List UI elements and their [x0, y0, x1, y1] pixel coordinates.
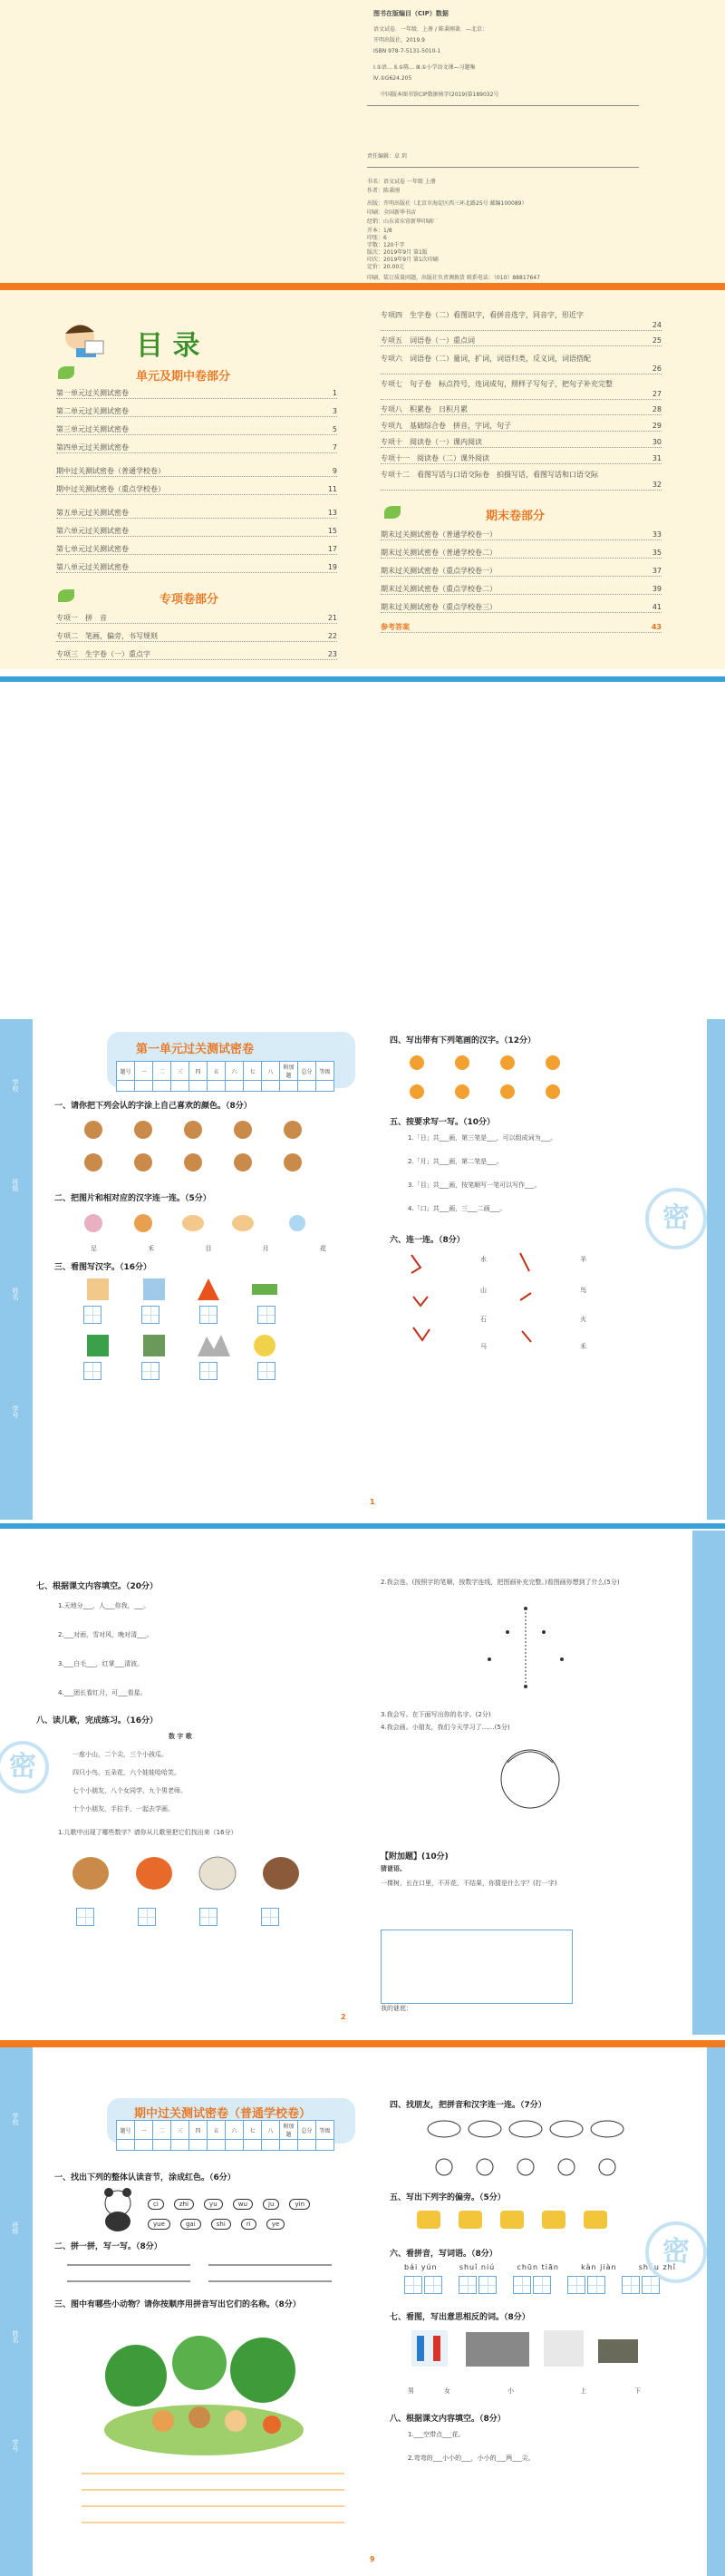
secret-stamp: 密 — [645, 1188, 707, 1249]
score-cell[interactable] — [153, 1081, 171, 1092]
toc-row[interactable] — [381, 470, 662, 491]
binding-strip-right — [707, 1019, 725, 1520]
question-1: 一、找出下列的整体认读音节，涂成红色。（6分） — [54, 2173, 236, 2182]
cip-line-1: 开明出版社，2019.9 — [373, 37, 425, 44]
radical-icons — [417, 2207, 634, 2234]
toc-row-page: 24 — [652, 321, 662, 329]
binding-strip — [0, 2047, 33, 2576]
score-table — [116, 1061, 334, 1092]
score-header: 等级 — [316, 2121, 334, 2140]
question-6: 六、看拼音，写词语。（8分） — [390, 2250, 498, 2259]
toc-row[interactable] — [381, 379, 662, 400]
cloud-flower-matching[interactable] — [426, 2116, 634, 2180]
section-head-final: 期末卷部分 — [486, 510, 546, 523]
word[interactable]: 山 — [480, 1287, 487, 1294]
toc-row-label: 第三单元过关测试密卷 — [56, 425, 129, 433]
binding-strip-right — [707, 2047, 725, 2576]
dot-connect-figure[interactable] — [471, 1605, 580, 1696]
toc-row[interactable] — [381, 421, 662, 432]
cip-line-5: 中国版本图书馆CIP数据核字(2019)第189032号 — [381, 92, 499, 98]
toc-row-label: 第六单元过关测试密卷 — [56, 527, 129, 535]
toc-row[interactable] — [381, 453, 662, 464]
right-line: 2.我会连。(按照字的笔顺，按数字连线，把图画补充完整。)看图画你想到了什么(5分) — [381, 1579, 620, 1586]
side-label: 学号 — [12, 1405, 19, 1418]
toc-row-label: 专项九 基础综合卷 拼音，字词，句子 — [381, 422, 511, 430]
toc-row-label: 期末过关测试密卷（普通学校卷二） — [381, 549, 497, 557]
page-divider-bar — [0, 1523, 725, 1529]
toc-row[interactable] — [381, 622, 662, 633]
toc-page — [0, 290, 725, 669]
toc-row-page: 41 — [652, 603, 662, 611]
syllable[interactable]: ye — [266, 2219, 285, 2230]
extra-title: 【附加题】(10分) — [381, 1852, 449, 1862]
toc-row[interactable] — [56, 484, 337, 495]
toc-row[interactable] — [56, 544, 337, 555]
toc-row-page: 15 — [327, 527, 337, 535]
bear-characters-grid[interactable] — [80, 1117, 343, 1181]
detail-4: 经销：山东省东营新华印刷厂 — [367, 219, 439, 225]
toc-row-label: 期中过关测试密卷（普通学校卷） — [56, 467, 165, 475]
syllable[interactable]: yin — [289, 2199, 310, 2210]
toc-row-label: 第八单元过关测试密卷 — [56, 563, 129, 571]
q5-line[interactable]: 2.「月」共___画，第二笔是___。 — [408, 1158, 503, 1165]
detail-9: 印次：2019年9月 第1次印刷 — [367, 257, 439, 263]
q6-pinyin — [404, 2263, 676, 2271]
q7-line[interactable]: 1.天地分___，人___你我，___。 — [58, 1602, 150, 1609]
question-7: 七、根据课文内容填空。（20分） — [36, 1582, 159, 1591]
writing-boxes[interactable] — [83, 1362, 319, 1384]
word[interactable]: 火 — [580, 1316, 586, 1323]
toc-row-label: 专项八 积累卷 日积月累 — [381, 405, 468, 413]
toc-row-page: 31 — [652, 454, 662, 462]
word: 上 — [580, 2387, 586, 2395]
pinyin: bái yún — [404, 2263, 438, 2271]
toc-row-label: 第一单元过关测试密卷 — [56, 389, 129, 397]
syllable-bubbles[interactable] — [145, 2212, 362, 2230]
right-line: 3.我会写。在下面写出你的名字。(2分) — [381, 1711, 491, 1718]
q7-line[interactable]: 2.___对雨，雪对风，晚对清___。 — [58, 1631, 153, 1638]
score-header: 一 — [135, 2121, 153, 2140]
toc-row-label: 参考答案 — [381, 623, 410, 631]
toc-row[interactable] — [381, 548, 662, 559]
score-cell[interactable] — [135, 1081, 153, 1092]
poem-line: 一座小山，二个尖，三个小孩瓜。 — [72, 1751, 168, 1758]
poem-title: 数 字 歌 — [169, 1733, 192, 1740]
question-3: 三、看图写汉字。（16分） — [54, 1263, 152, 1272]
side-label: 学校 — [12, 2113, 19, 2125]
toc-row[interactable] — [56, 631, 337, 642]
score-header: 附加题 — [280, 1062, 298, 1081]
cip-line-3: Ⅰ.①语… Ⅱ.①陈… Ⅲ.①小学语文课—习题集 — [373, 64, 476, 71]
word[interactable]: 水 — [480, 1256, 487, 1263]
toc-row-label: 期末过关测试密卷（重点学校卷一） — [381, 567, 497, 575]
panda-icon — [100, 2187, 136, 2232]
page-divider-bar — [0, 2040, 725, 2047]
score-header: 总分 — [298, 2121, 316, 2140]
score-table — [116, 2120, 334, 2151]
writing-boxes[interactable] — [83, 1306, 319, 1327]
toc-row-page: 21 — [327, 614, 337, 622]
syllable[interactable]: ri — [241, 2219, 256, 2230]
extra-sub: 猜谜语。 — [381, 1865, 406, 1872]
toc-row-page: 25 — [652, 336, 662, 345]
score-cell[interactable] — [153, 2140, 171, 2151]
forest-animals-picture — [100, 2330, 308, 2457]
word[interactable]: 禾 — [148, 1245, 155, 1252]
q6-words — [480, 1255, 634, 1355]
syllable[interactable]: yu — [204, 2199, 223, 2210]
toc-title: 目 录 — [136, 330, 200, 362]
word[interactable]: 鸟 — [580, 1287, 586, 1294]
section-head-special: 专项卷部分 — [160, 593, 219, 607]
toc-row[interactable] — [56, 442, 337, 453]
q8-line[interactable]: 2.弯弯的___小小的___，小小的___两___尖。 — [408, 2454, 535, 2462]
score-cell[interactable] — [298, 1081, 316, 1092]
toc-row-label: 专项七 句子卷 标点符号，连词成句，照样子写句子，把句子补充完整 — [381, 380, 613, 388]
score-header: 总分 — [298, 1062, 316, 1081]
word[interactable]: 花 — [320, 1245, 326, 1252]
toc-row-label: 期末过关测试密卷（重点学校卷二） — [381, 585, 497, 593]
question-4: 四、写出带有下列笔画的汉字。（12分） — [390, 1036, 536, 1045]
toc-row-page: 17 — [327, 545, 337, 553]
score-cell[interactable] — [189, 1081, 208, 1092]
question-1: 一、请你把下列会认的字涂上自己喜欢的颜色。（8分） — [54, 1102, 252, 1111]
score-cell[interactable] — [316, 1081, 334, 1092]
question-2: 二、把图片和相对应的汉字连一连。（5分） — [54, 1194, 211, 1203]
poem-line: 四只小鸟，五朵花，六个娃娃哈哈笑。 — [72, 1769, 180, 1776]
leaf-icon — [58, 366, 74, 379]
leaf-icon — [58, 589, 74, 602]
score-cell[interactable] — [208, 2140, 226, 2151]
q5-line[interactable]: 3.「目」共___画，按笔顺写一笔可以写作___。 — [408, 1181, 541, 1189]
score-cell[interactable] — [280, 1081, 298, 1092]
detail-10: 定价：20.00元 — [367, 264, 405, 270]
question-6: 六、连一连。（8分） — [390, 1236, 465, 1245]
writing-boxes[interactable] — [76, 1908, 339, 1930]
side-label: 姓名 — [12, 2330, 19, 2343]
score-cell[interactable] — [244, 1081, 262, 1092]
toc-row-page: 30 — [652, 438, 662, 446]
syllable[interactable]: yue — [148, 2219, 170, 2230]
pinyin-spelling-lines[interactable] — [63, 2256, 335, 2289]
binding-strip — [692, 1531, 725, 2035]
page-number: 1 — [370, 1498, 375, 1506]
score-header: 一 — [135, 1062, 153, 1081]
score-cell[interactable] — [262, 2140, 280, 2151]
syllable[interactable]: zhi — [174, 2199, 194, 2210]
toc-row[interactable] — [381, 404, 662, 415]
divider — [367, 167, 639, 168]
toc-row[interactable] — [381, 530, 662, 540]
q7-line[interactable]: 3.___白毛___，红掌___清波。 — [58, 1660, 144, 1667]
toc-row-label: 专项十 阅读卷（一）课内阅读 — [381, 438, 482, 446]
page-number: 9 — [370, 2555, 375, 2563]
score-header: 三 — [171, 2121, 189, 2140]
score-header: 附加题 — [280, 2121, 298, 2140]
side-label: 班级 — [12, 1179, 19, 1191]
score-header: 等级 — [316, 1062, 334, 1081]
toc-row[interactable] — [381, 354, 662, 374]
toc-row[interactable] — [381, 584, 662, 595]
secret-stamp: 密 — [0, 1741, 49, 1793]
stroke-icons — [408, 1052, 589, 1106]
question-8: 八、根据课文内容填空。（8分） — [390, 2415, 506, 2424]
pinyin: chūn tiān — [517, 2263, 559, 2271]
binding-strip — [0, 1019, 33, 1520]
word: 下 — [634, 2387, 641, 2395]
toc-row-page: 39 — [652, 585, 662, 593]
q8-line[interactable]: 1.___空带点___花。 — [408, 2431, 465, 2438]
toc-row-page: 3 — [332, 407, 337, 415]
toc-row-page: 29 — [652, 422, 662, 430]
writing-boxes[interactable] — [404, 2276, 685, 2298]
pinyin: shuǐ niú — [459, 2263, 496, 2271]
extra-text: 一棵树，长在口里，不开花，不结果，你猜是什么字？(打一字) — [381, 1880, 557, 1887]
score-cell[interactable] — [316, 2140, 334, 2151]
score-header: 二 — [153, 2121, 171, 2140]
syllable-bubbles[interactable] — [145, 2192, 362, 2210]
answer-label: 我的谜底： — [381, 2005, 412, 2012]
score-cell[interactable] — [208, 1081, 226, 1092]
toc-row-page: 35 — [652, 549, 662, 557]
toc-row-label: 第七单元过关测试密卷 — [56, 545, 129, 553]
score-cell[interactable] — [226, 2140, 244, 2151]
score-cell[interactable] — [117, 1081, 135, 1092]
toc-row-page: 32 — [652, 481, 662, 489]
colophon-footer: 印刷、装订质量问题，出版社负责调换货 联系电话：（010）88817647 — [367, 275, 540, 281]
detail-8: 版次：2019年9月 第1版 — [367, 249, 428, 256]
detail-1: 作者：陈秉刚 — [367, 188, 401, 194]
side-label: 学号 — [12, 2439, 19, 2452]
q5-line[interactable]: 4.「口」共___画，三___二画___。 — [408, 1205, 507, 1212]
toc-row-page: 43 — [651, 623, 662, 631]
score-cell[interactable] — [298, 2140, 316, 2151]
score-cell[interactable] — [117, 2140, 135, 2151]
toc-row-label: 专项五 词语卷（一）重点词 — [381, 336, 475, 345]
score-header: 五 — [208, 1062, 226, 1081]
animal-pictures — [63, 1846, 326, 1900]
q7-line[interactable]: 4.___团长看红月，可___看星。 — [58, 1689, 147, 1696]
poem-line: 七个小朋友，八个女同学，九个男老师。 — [72, 1787, 187, 1794]
page-number: 2 — [341, 2013, 346, 2021]
toc-row-label: 期末过关测试密卷（普通学校卷一） — [381, 530, 497, 539]
toc-row-page: 5 — [332, 425, 337, 433]
toc-row-page: 7 — [332, 443, 337, 452]
detail-7: 字数：120千字 — [367, 242, 405, 248]
toc-row[interactable] — [56, 508, 337, 519]
toc-row[interactable] — [56, 649, 337, 660]
toc-row-label: 第四单元过关测试密卷 — [56, 443, 129, 452]
score-header: 八 — [262, 2121, 280, 2140]
q2-words — [91, 1244, 326, 1253]
score-cell[interactable] — [262, 1081, 280, 1092]
poem-line: 十个小朋友，手拉手，一起去学画。 — [72, 1805, 174, 1813]
picture-row — [80, 1210, 315, 1237]
toc-row-label: 专项十二 看图写话与口语交际卷 拍摄写话，看图写话和口语交际 — [381, 471, 598, 479]
toc-row-page: 22 — [327, 632, 337, 640]
pinyin: kàn jiàn — [581, 2263, 617, 2271]
word[interactable]: 月 — [262, 1245, 269, 1252]
syllable[interactable]: wu — [233, 2199, 253, 2210]
q7-words[interactable] — [408, 2386, 652, 2405]
toc-row-label: 期中过关测试密卷（重点学校卷） — [56, 485, 165, 493]
toc-row-page: 23 — [327, 650, 337, 658]
score-header: 四 — [189, 2121, 208, 2140]
opposites-pictures — [408, 2327, 643, 2372]
score-cell[interactable] — [135, 2140, 153, 2151]
question-3: 三、图中有哪些小动物？请你按顺序用拼音写出它们的名称。（8分） — [54, 2300, 301, 2309]
toc-row-page: 9 — [332, 467, 337, 475]
toc-row[interactable] — [56, 526, 337, 537]
syllable[interactable]: shi — [211, 2219, 231, 2230]
score-header: 题号 — [117, 2121, 135, 2140]
colophon-page — [0, 0, 725, 283]
score-cell[interactable] — [280, 2140, 298, 2151]
toc-row-page: 26 — [652, 365, 662, 373]
word[interactable]: 马 — [480, 1343, 487, 1350]
cip-line-0: 语文试卷．一年级．上册 / 陈秉刚著．—北京： — [373, 26, 488, 33]
word: 男 — [408, 2387, 414, 2395]
answer-box[interactable] — [381, 1930, 573, 2004]
question-5: 五、写出下列字的偏旁。（5分） — [390, 2193, 506, 2202]
score-cell[interactable] — [171, 2140, 189, 2151]
question-4: 四、找朋友，把拼音和汉字连一连。（7分） — [390, 2101, 546, 2110]
test-title: 第一单元过关测试密卷 — [136, 1043, 255, 1056]
question-2: 二、拼一拼，写一写。（8分） — [54, 2242, 162, 2251]
right-line: 4.我会画。小朋友，我们今天学习了……(5分) — [381, 1724, 510, 1731]
toc-row[interactable] — [56, 613, 337, 624]
editor-line: 责任编辑：卓 玥 — [367, 153, 407, 160]
score-header: 七 — [244, 2121, 262, 2140]
score-header: 八 — [262, 1062, 280, 1081]
toc-row[interactable] — [381, 310, 662, 331]
toc-row-label: 专项一 拼 音 — [56, 614, 107, 622]
secret-stamp: 密 — [645, 2221, 707, 2283]
word: 女 — [444, 2387, 450, 2395]
toc-row-label: 第五单元过关测试密卷 — [56, 509, 129, 517]
q5-line[interactable]: 1.「日」共___画，第三笔是___，可以组成词为___。 — [408, 1134, 557, 1142]
pinyin: shǒu zhǐ — [638, 2263, 676, 2271]
toc-row-page: 37 — [652, 567, 662, 575]
answer-lines[interactable] — [82, 2464, 344, 2537]
face-drawing[interactable] — [489, 1741, 571, 1813]
score-cell[interactable] — [189, 2140, 208, 2151]
toc-row-page: 11 — [327, 485, 337, 493]
mascot-icon — [58, 317, 105, 359]
question-5: 五、按要求写一写。（10分） — [390, 1118, 496, 1127]
toc-row-label: 专项三 生字卷（一）重点字 — [56, 650, 150, 658]
cip-title: 图书在版编目（CIP）数据 — [373, 10, 449, 17]
toc-row-page: 19 — [327, 563, 337, 571]
page-divider-bar — [0, 283, 725, 290]
side-label: 姓名 — [12, 1288, 19, 1300]
score-header: 七 — [244, 1062, 262, 1081]
toc-row-label: 期末过关测试密卷（重点学校卷三） — [381, 603, 497, 611]
toc-row-page: 27 — [652, 390, 662, 398]
detail-3: 印刷：全国新华书店 — [367, 209, 417, 216]
toc-row[interactable] — [56, 562, 337, 573]
score-header: 六 — [226, 2121, 244, 2140]
toc-row-label: 专项四 生字卷（二）看图识字，看拼音选字，同音字，形近字 — [381, 311, 584, 319]
syllable[interactable]: gai — [180, 2219, 201, 2230]
score-header: 四 — [189, 1062, 208, 1081]
section-head-units: 单元及期中卷部分 — [136, 370, 231, 384]
toc-row[interactable] — [56, 424, 337, 435]
toc-row-page: 28 — [652, 405, 662, 413]
detail-0: 书名：语文试卷 一年级 上册 — [367, 179, 436, 185]
toc-row[interactable] — [381, 602, 662, 613]
toc-row[interactable] — [381, 437, 662, 448]
score-header: 六 — [226, 1062, 244, 1081]
toc-row[interactable] — [381, 335, 662, 346]
score-cell[interactable] — [226, 1081, 244, 1092]
word[interactable]: 石 — [480, 1316, 487, 1323]
toc-row[interactable] — [56, 388, 337, 399]
syllable[interactable]: ju — [263, 2199, 279, 2210]
score-cell[interactable] — [244, 2140, 262, 2151]
word[interactable]: 羊 — [580, 1256, 586, 1263]
score-cell[interactable] — [171, 1081, 189, 1092]
toc-row[interactable] — [56, 406, 337, 417]
word[interactable]: 禾 — [580, 1343, 586, 1350]
divider — [367, 105, 639, 106]
side-label: 学校 — [12, 1079, 19, 1092]
toc-row-label: 专项十一 阅读卷（二）课外阅读 — [381, 454, 489, 462]
cip-line-4: Ⅳ.①G624.205 — [373, 75, 412, 82]
toc-row-label: 第二单元过关测试密卷 — [56, 407, 129, 415]
score-header: 二 — [153, 1062, 171, 1081]
detail-2: 出版：开明出版社（北京市海淀区西三环北路25号 邮编100089） — [367, 200, 527, 207]
word[interactable]: 目 — [205, 1245, 212, 1252]
score-header: 三 — [171, 1062, 189, 1081]
toc-row-page: 13 — [327, 509, 337, 517]
syllable[interactable]: ci — [148, 2199, 164, 2210]
question-7: 七、看图，写出意思相反的词。（8分） — [390, 2313, 530, 2322]
toc-row-page: 1 — [332, 389, 337, 397]
question-8: 八、读儿歌，完成练习。（16分） — [36, 1716, 159, 1725]
word: 小 — [508, 2387, 514, 2395]
score-header: 题号 — [117, 1062, 135, 1081]
leaf-icon — [384, 506, 401, 519]
q8-sub: 1.儿歌中出现了哪些数字？请你从儿歌里把它们找出来（16分） — [58, 1829, 237, 1836]
detail-5: 开本：1/8 — [367, 228, 392, 234]
score-header: 五 — [208, 2121, 226, 2140]
toc-row-label: 专项六 词语卷（二）量词，扩词，词语归类，反义词，词语搭配 — [381, 355, 591, 363]
cip-line-2: ISBN 978-7-5131-5010-1 — [373, 48, 441, 54]
detail-6: 印张：6 — [367, 235, 387, 241]
test-title: 期中过关测试密卷（普通学校卷） — [134, 2107, 312, 2121]
toc-row[interactable] — [56, 466, 337, 477]
toc-row-label: 专项二 笔画，偏旁，书写规则 — [56, 632, 158, 640]
page-divider-bar — [0, 676, 725, 682]
side-label: 班级 — [12, 2221, 19, 2234]
toc-row[interactable] — [381, 566, 662, 577]
word[interactable]: 足 — [91, 1245, 97, 1252]
toc-row-page: 33 — [652, 530, 662, 539]
